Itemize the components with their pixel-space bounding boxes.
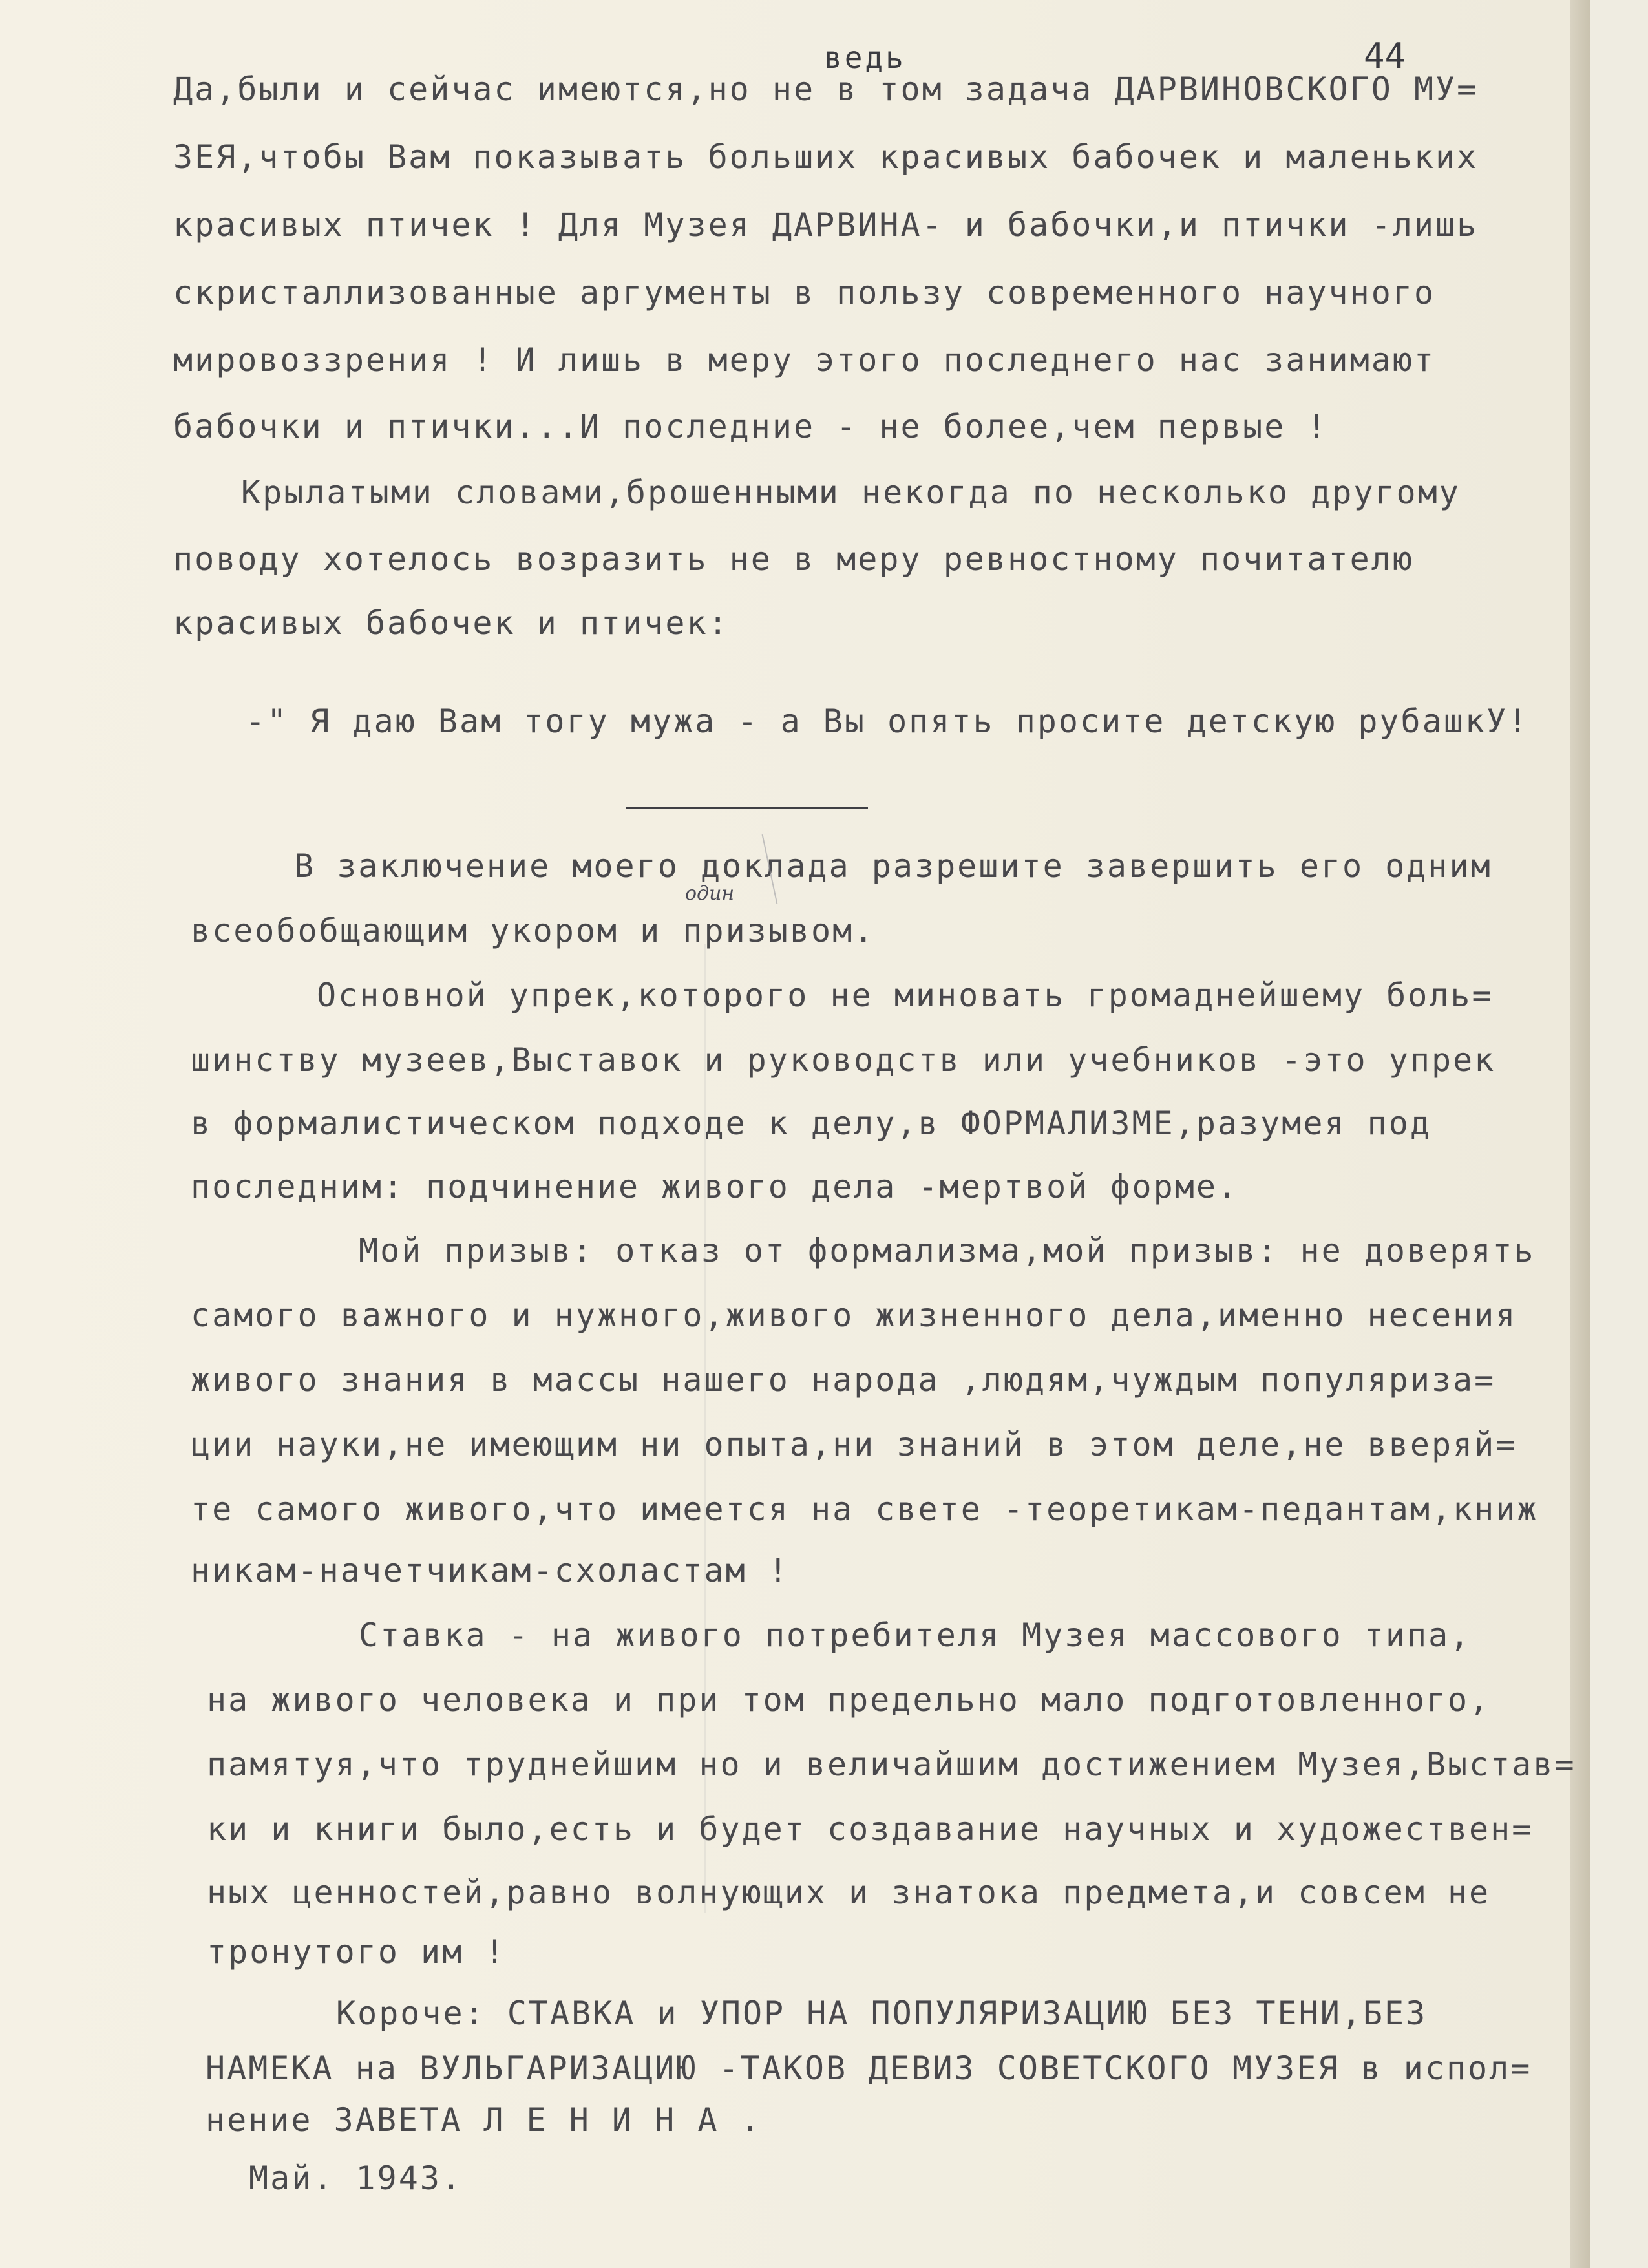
quote-line: -" Я даю Вам тогу мужа - а Вы опять просите детскую рубашкУ! — [246, 703, 1530, 740]
text-line-26: ки и книги было,есть и будет создавание научных и художествен= — [207, 1810, 1534, 1848]
scan-margin — [1590, 0, 1648, 2268]
date-line: Май. 1943. — [249, 2159, 463, 2197]
text-line-30: НАМЕКА на ВУЛЬГАРИЗАЦИЮ -ТАКОВ ДЕВИЗ СОВЕТСКОГО МУЗЕЯ в испол= — [206, 2050, 1532, 2087]
pencil-mark — [704, 944, 706, 1913]
text-line-27: ных ценностей,равно волнующих и знатока предмета,и совсем не — [207, 1874, 1491, 1911]
text-line-18: самого важного и нужного,живого жизненного дела,именно несения — [191, 1297, 1517, 1334]
text-line-23: Ставка - на живого потребителя Музея массового типа, — [359, 1616, 1472, 1654]
text-line-11: В заключение моего доклада разрешите завершить его одним — [294, 847, 1492, 885]
text-line-5: мировоззрения ! И лишь в меру этого последнего нас занимают — [173, 341, 1436, 379]
text-line-8: поводу хотелось возразить не в меру ревностному почитателю — [173, 540, 1414, 578]
page-number: 44 — [1364, 36, 1406, 76]
text-line-9: красивых бабочек и птичек: — [173, 604, 730, 642]
text-line-12: всеобобщающим укором и призывом. — [191, 912, 876, 949]
text-line-25: памятуя,что труднейшим но и величайшим достижением Музея,Выстав= — [207, 1746, 1576, 1783]
text-line-22: никам-начетчикам-схоластам ! — [191, 1552, 790, 1589]
text-line-24: на живого человека и при том предельно мало подготовленного, — [207, 1681, 1491, 1719]
text-line-2: ЗЕЯ,чтобы Вам показывать больших красивых бабочек и маленьких — [173, 138, 1479, 176]
text-line-29: Короче: СТАВКА и УПОР НА ПОПУЛЯРИЗАЦИЮ БЕЗ ТЕНИ,БЕЗ — [336, 1995, 1428, 2032]
text-line-31: нение ЗАВЕТА Л Е Н И Н А . — [206, 2101, 762, 2139]
handwritten-insertion: один — [685, 882, 735, 905]
text-line-28: тронутого им ! — [207, 1933, 507, 1971]
text-line-14: шинству музеев,Выставок и руководств или учебников -это упрек — [191, 1041, 1496, 1079]
text-line-16: последним: подчинение живого дела -мертвой форме. — [191, 1168, 1240, 1205]
text-line-21: те самого живого,что имеется на свете -теоретикам-педантам,книж — [191, 1490, 1539, 1528]
text-line-7: Крылатыми словами,брошенными некогда по несколько другому — [241, 474, 1461, 511]
paper-edge — [1570, 0, 1590, 2268]
text-line-1: Да,были и сейчас имеются,но не в том задача ДАРВИНОВСКОГО МУ= — [173, 70, 1479, 108]
text-line-13: Основной упрек,которого не миновать громаднейшему боль= — [317, 977, 1494, 1014]
text-line-15: в формалистическом подходе к делу,в ФОРМАЛИЗМЕ,разумея под — [191, 1105, 1431, 1142]
text-line-3: красивых птичек ! Для Музея ДАРВИНА- и бабочки,и птички -лишь — [173, 206, 1479, 244]
text-line-17: Мой призыв: отказ от формализма,мой призыв: не доверять — [359, 1232, 1536, 1269]
text-line-4: скристаллизованные аргументы в пользу современного научного — [173, 274, 1436, 312]
section-divider — [626, 807, 868, 809]
text-line-6: бабочки и птички...И последние - не более,чем первые ! — [173, 408, 1329, 445]
inserted-word-above-line: ведь — [824, 40, 906, 75]
text-line-19: живого знания в массы нашего народа ,людям,чуждым популяриза= — [191, 1361, 1496, 1399]
text-line-20: ции науки,не имеющим ни опыта,ни знаний в этом деле,не вверяй= — [191, 1426, 1517, 1463]
